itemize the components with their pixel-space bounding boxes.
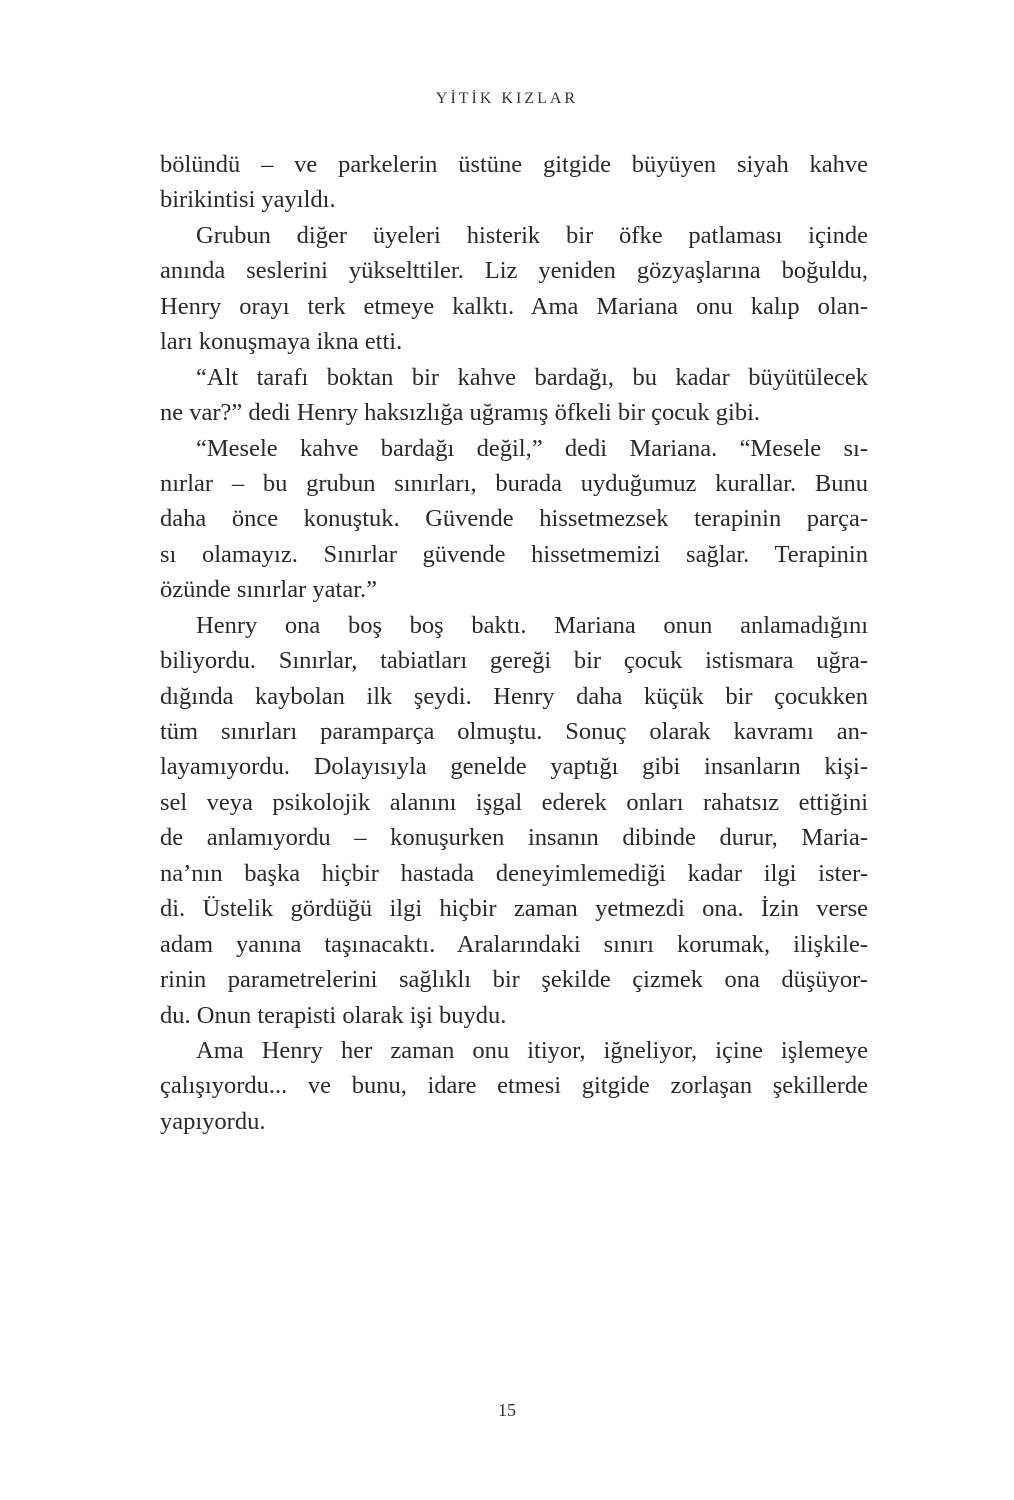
paragraph	[160, 360, 868, 431]
text-line: bölündü – ve parkelerin üstüne gitgide büyüyen siyah kahve	[160, 151, 868, 178]
text-line: nırlar – bu grubun sınırları, burada uyduğumuz kurallar. Bunu	[160, 469, 868, 497]
text-line: özünde sınırlar yatar.”	[160, 576, 378, 604]
text-line: sı olamayız. Sınırlar güvende hissetmemizi sağlar. Terapinin	[160, 540, 868, 568]
paragraph	[160, 147, 868, 218]
body-text	[160, 147, 868, 1139]
text-line: daha önce konuştuk. Güvende hissetmezsek terapinin parça-	[160, 505, 868, 533]
text-line: birikintisi yayıldı.	[160, 186, 336, 214]
text-line: çalışıyordu... ve bunu, idare etmesi gitgide zorlaşan şekillerde	[160, 1072, 868, 1100]
text-line: Grubun diğer üyeleri histerik bir öfke patlaması içinde	[196, 221, 868, 249]
text-line: biliyordu. Sınırlar, tabiatları gereği bir çocuk istismara uğra-	[160, 647, 868, 675]
text-line: du. Onun terapisti olarak işi buydu.	[160, 1001, 507, 1029]
text-line: Ama Henry her zaman onu itiyor, iğneliyor, içine işlemeye	[196, 1036, 868, 1064]
text-line: rinin parametrelerini sağlıklı bir şekilde çizmek ona düşüyor-	[160, 966, 868, 994]
text-line: layamıyordu. Dolayısıyla genelde yaptığı gibi insanların kişi-	[160, 753, 868, 781]
text-line: di. Üstelik gördüğü ilgi hiçbir zaman yetmezdi ona. İzin verse	[160, 895, 868, 923]
text-line: adam yanına taşınacaktı. Aralarındaki sınırı korumak, ilişkile-	[160, 930, 868, 958]
text-line: de anlamıyordu – konuşurken insanın dibinde durur, Maria-	[160, 824, 868, 852]
paragraph	[160, 218, 868, 360]
paragraph	[160, 608, 868, 1033]
text-line: yapıyordu.	[160, 1107, 266, 1135]
text-line: ne var?” dedi Henry haksızlığa uğramış öfkeli bir çocuk gibi.	[160, 399, 761, 427]
text-line: anında seslerini yükselttiler. Liz yeniden gözyaşlarına boğuldu,	[160, 257, 868, 285]
page-number: 15	[498, 1400, 516, 1420]
text-line: ları konuşmaya ikna etti.	[160, 328, 403, 356]
text-line: “Mesele kahve bardağı değil,” dedi Mariana. “Mesele sı-	[196, 434, 868, 462]
text-line: Henry orayı terk etmeye kalktı. Ama Mariana onu kalıp olan-	[160, 292, 868, 320]
text-line: Henry ona boş boş baktı. Mariana onun anlamadığını	[196, 611, 868, 639]
running-header: YİTİK KIZLAR	[435, 90, 579, 107]
paragraph	[160, 431, 868, 608]
text-line: “Alt tarafı boktan bir kahve bardağı, bu kadar büyütülecek	[196, 363, 868, 391]
paragraph	[160, 1033, 868, 1139]
text-line: tüm sınırları paramparça olmuştu. Sonuç olarak kavramı an-	[160, 718, 868, 745]
text-line: na’nın başka hiçbir hastada deneyimlemediği kadar ilgi ister-	[160, 859, 868, 887]
text-line: dığında kaybolan ilk şeydi. Henry daha küçük bir çocukken	[160, 682, 868, 710]
text-line: sel veya psikolojik alanını işgal ederek onları rahatsız ettiğini	[160, 788, 868, 816]
